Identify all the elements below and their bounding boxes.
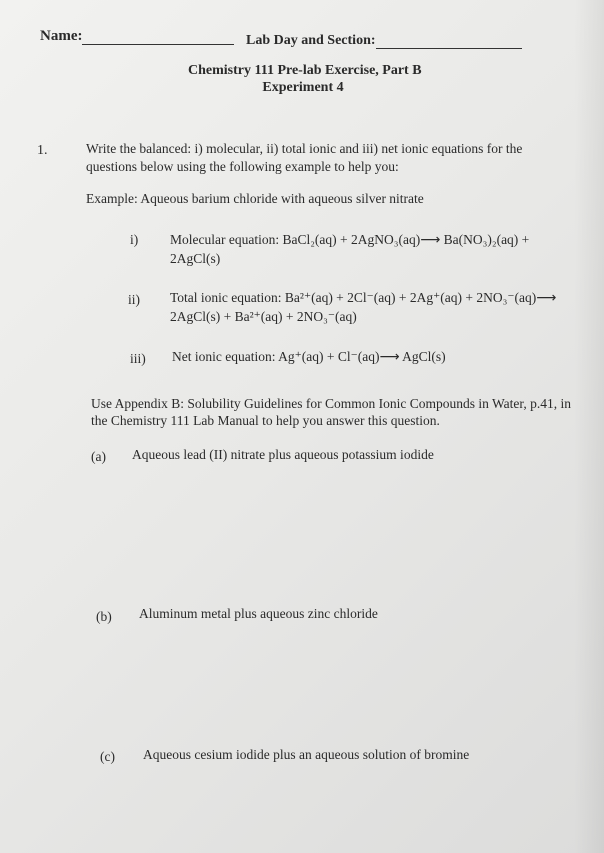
part-a-text: Aqueous lead (II) nitrate plus aqueous potassium iodide: [132, 447, 434, 462]
reaction-arrow-icon: ⟶: [379, 349, 400, 365]
appendix-line-2: the Chemistry 111 Lab Manual to help you answer this question.: [91, 413, 440, 428]
total-ionic-equation-reactants: Ba²⁺(aq) + 2Cl⁻(aq) + 2Ag⁺(aq) + 2NO₃⁻(aq): [284, 290, 537, 305]
molecular-equation: [170, 232, 529, 248]
reaction-arrow-icon: ⟶: [420, 232, 441, 248]
total-ionic-equation: [170, 290, 556, 306]
net-ionic-equation-prefix: Net ionic equation:: [172, 349, 279, 364]
total-ionic-equation-prefix: Total ionic equation:: [170, 290, 285, 305]
lab-day-field: [246, 33, 522, 49]
net-ionic-equation: [172, 349, 446, 365]
page-subtitle: Experiment 4: [262, 80, 344, 95]
molecular-equation-line-2: 2AgCl(s): [170, 251, 221, 266]
name-field: [40, 28, 234, 45]
molecular-equation-products: Ba(NO₃)₂(aq) +: [440, 232, 530, 247]
molecular-equation-prefix: Molecular equation:: [170, 232, 283, 247]
part-a-label: (a): [91, 449, 106, 464]
eq-i-label: i): [130, 232, 139, 247]
eq-iii-label: iii): [130, 351, 146, 366]
question-number: 1.: [37, 143, 48, 158]
lab-day-blank-line[interactable]: [376, 48, 522, 49]
part-b-label: (b): [96, 609, 112, 624]
instruction-line-1: Write the balanced: i) molecular, ii) total ionic and iii) net ionic equations for the: [86, 141, 523, 156]
paper-shadow: [574, 0, 604, 853]
net-ionic-equation-products: AgCl(s): [399, 349, 446, 364]
part-c-label: (c): [100, 749, 115, 764]
eq-ii-label: ii): [128, 292, 140, 307]
part-b-text: Aluminum metal plus aqueous zinc chloride: [139, 606, 378, 621]
total-ionic-equation-line-2: 2AgCl(s) + Ba²⁺(aq) + 2NO₃⁻(aq): [170, 309, 357, 324]
molecular-equation-reactants: BaCl₂(aq) + 2AgNO₃(aq): [282, 232, 421, 247]
instruction-line-2: questions below using the following example to help you:: [86, 159, 399, 174]
lab-day-label: Lab Day and Section:: [246, 33, 376, 48]
name-blank-line[interactable]: [82, 44, 234, 45]
name-label: Name:: [40, 28, 83, 44]
net-ionic-equation-reactants: Ag⁺(aq) + Cl⁻(aq): [278, 349, 380, 364]
reaction-arrow-icon: ⟶: [536, 290, 557, 306]
appendix-line-1: Use Appendix B: Solubility Guidelines for Common Ionic Compounds in Water, p.41, in: [91, 396, 571, 411]
example-text: Example: Aqueous barium chloride with aqueous silver nitrate: [86, 191, 424, 206]
page-title: Chemistry 111 Pre-lab Exercise, Part B: [188, 63, 422, 78]
part-c-text: Aqueous cesium iodide plus an aqueous solution of bromine: [143, 747, 470, 762]
